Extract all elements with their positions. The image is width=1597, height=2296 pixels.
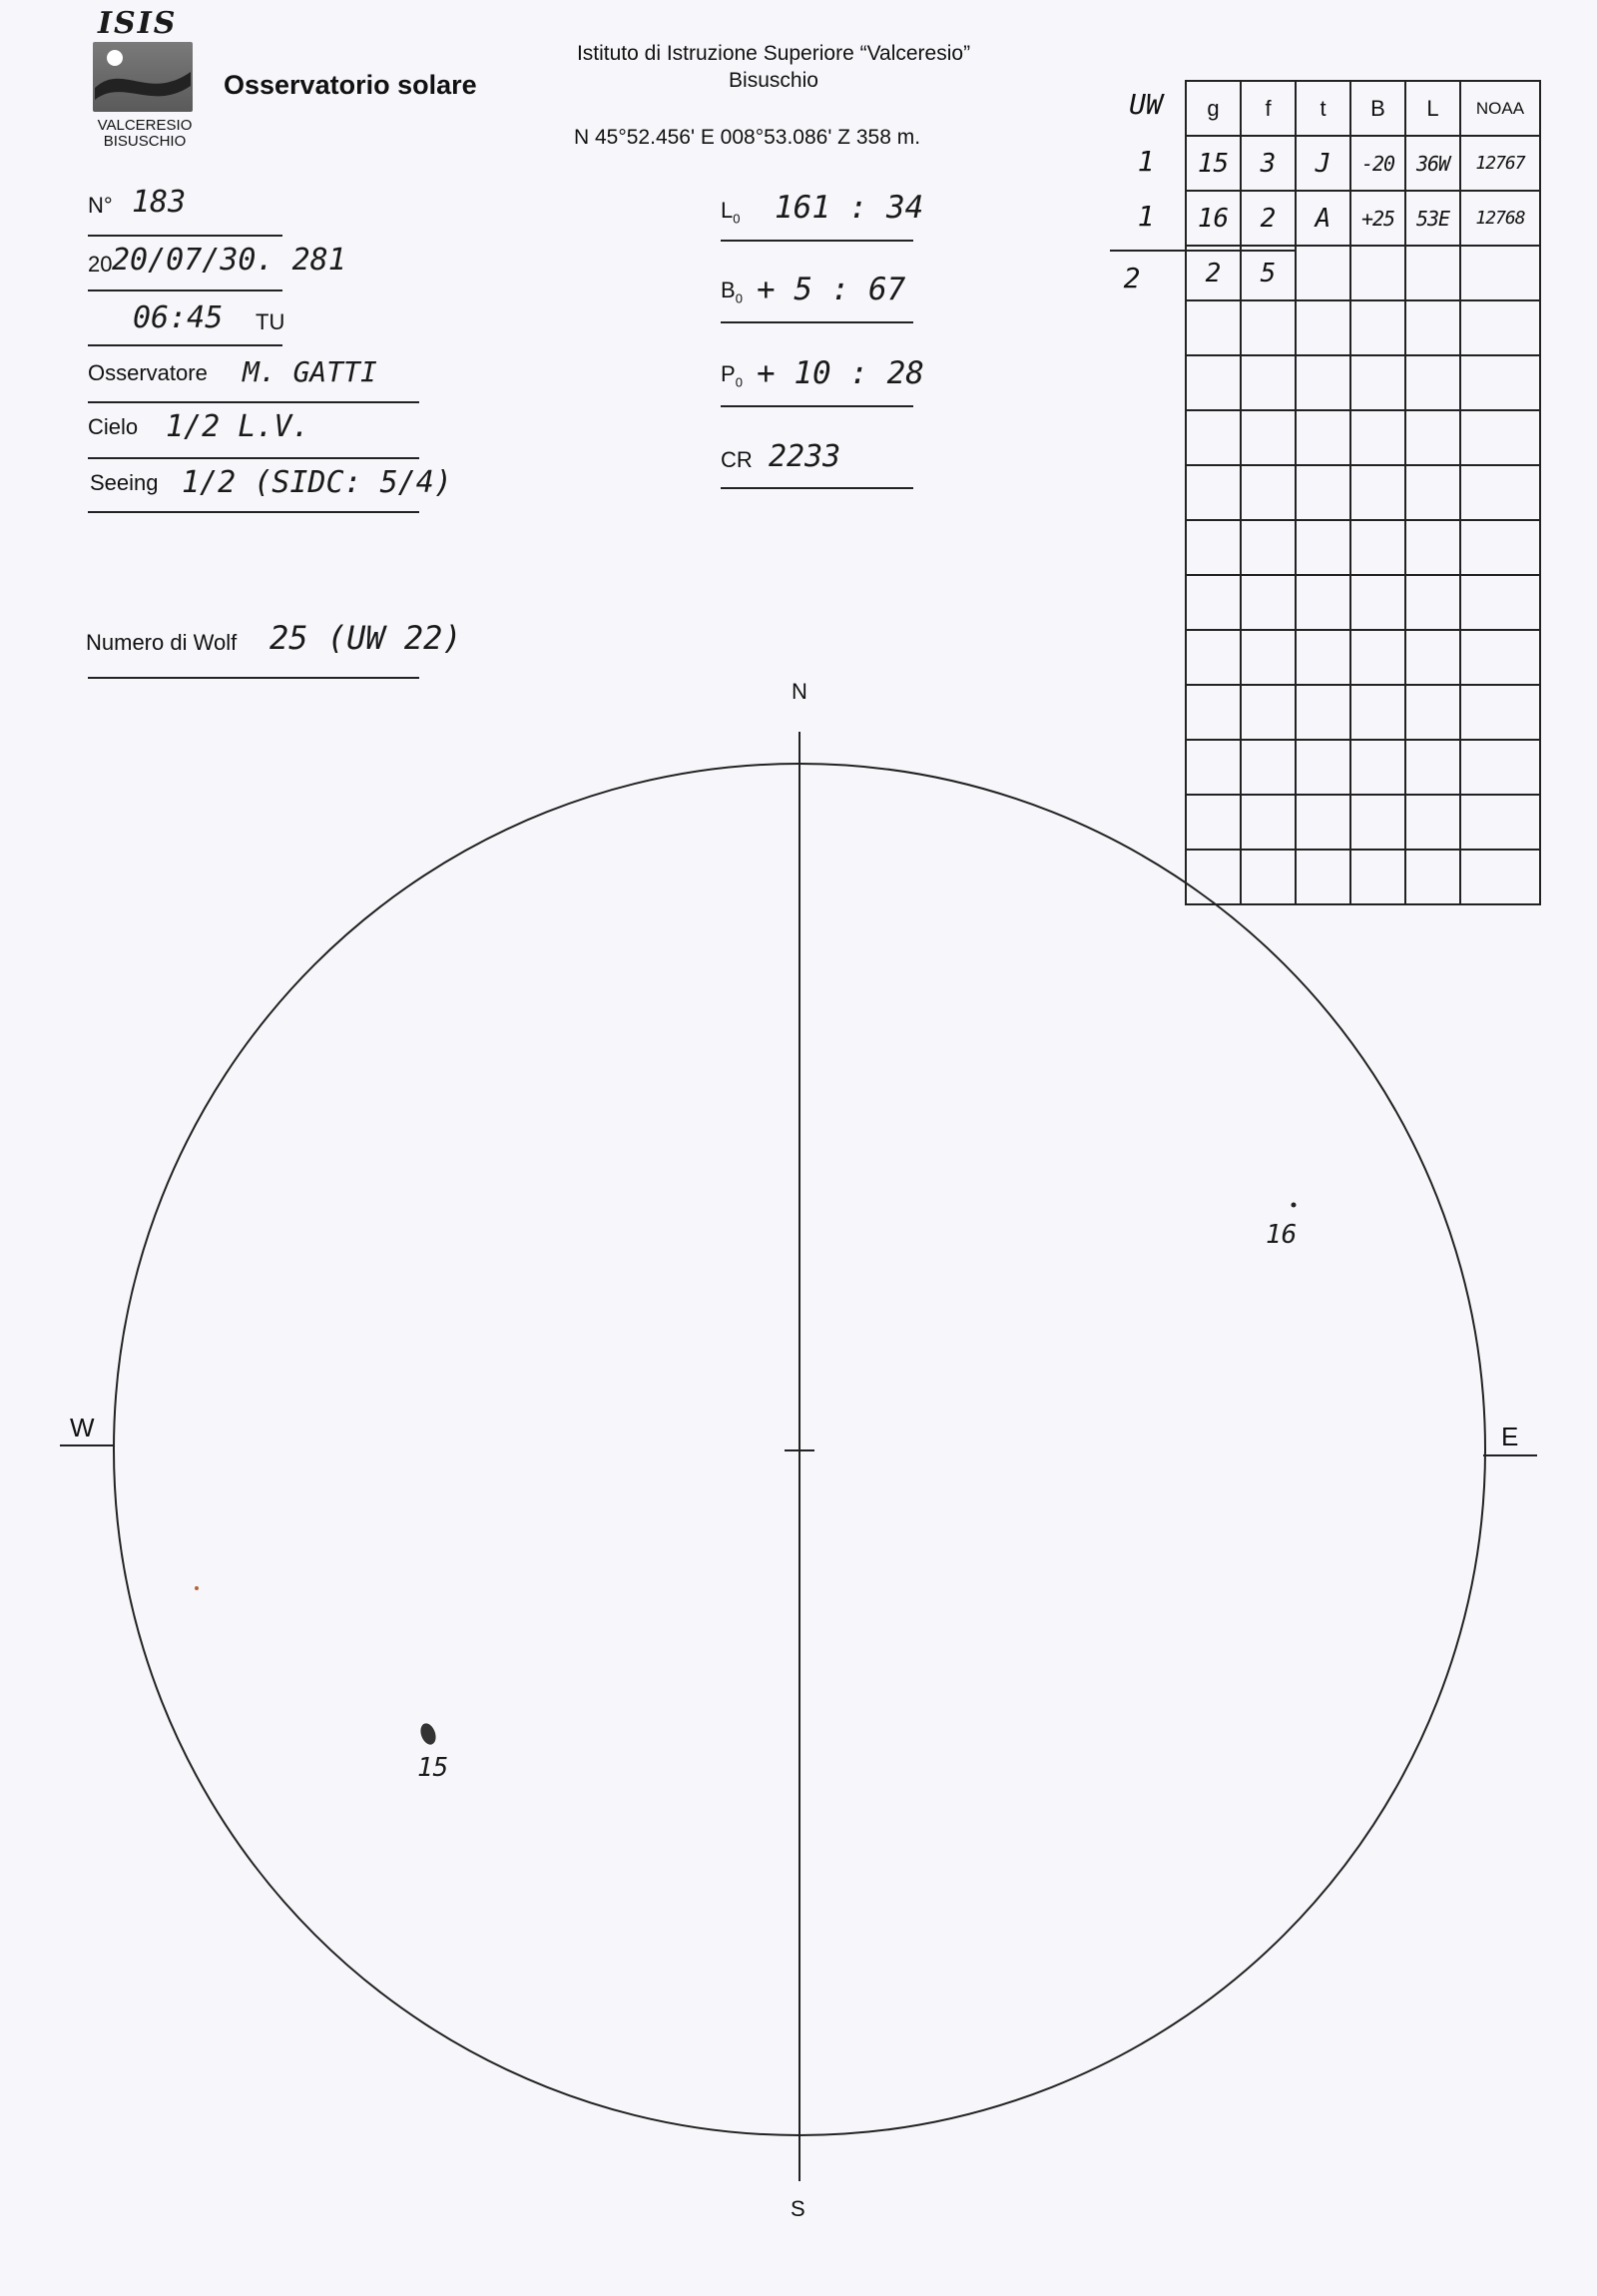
table-header-cell: L <box>1405 81 1460 136</box>
number-value: 183 <box>132 185 187 220</box>
sky-value: 1/2 L.V. <box>166 409 310 444</box>
table-cell: -20 <box>1350 136 1405 191</box>
table-cell: J <box>1296 136 1350 191</box>
wolf-value: 25 (UW 22) <box>269 619 462 657</box>
west-label: W <box>70 1413 95 1442</box>
uw-header: UW <box>1129 88 1163 121</box>
table-cell: 16 <box>1186 191 1241 246</box>
table-cell: 2 <box>1186 246 1241 300</box>
table-cell: 53E <box>1405 191 1460 246</box>
table-header-cell: t <box>1296 81 1350 136</box>
north-label: N <box>792 679 807 704</box>
school-header: Istituto di Istruzione Superiore “Valceresio” Bisuschio <box>576 42 971 92</box>
time-unit: TU <box>256 309 285 334</box>
cr-value: 2233 <box>769 439 841 474</box>
date-prefix: 20 <box>88 252 113 277</box>
east-label: E <box>1501 1422 1519 1451</box>
p0-label: $P_0$ <box>721 361 743 390</box>
table-cell: 36W <box>1405 136 1460 191</box>
south-label: S <box>791 2196 805 2221</box>
seeing-value: 1/2 (SIDC: 5/4) <box>182 465 452 500</box>
l0-value: 161 : 34 <box>775 190 924 226</box>
logo-subtitle: VALCERESIO BISUSCHIO <box>97 117 193 150</box>
observer-label: Osservatore <box>88 360 208 385</box>
table-header-cell: f <box>1241 81 1296 136</box>
table-cell: +25 <box>1350 191 1405 246</box>
table-cell: 12768 <box>1460 191 1540 246</box>
observer-value: M. GATTI <box>243 355 377 388</box>
number-label: N° <box>88 193 113 218</box>
seeing-label: Seeing <box>90 470 159 495</box>
sky-label: Cielo <box>88 414 139 439</box>
table-cell: 2 <box>1241 191 1296 246</box>
uw-value-2: 1 <box>1137 200 1155 233</box>
b0-value: + 5 : 67 <box>757 272 906 307</box>
table-cell: 5 <box>1241 246 1296 300</box>
sunspot-15-mark <box>418 1721 439 1746</box>
table-cell: A <box>1296 191 1350 246</box>
cr-label: CR <box>721 447 753 472</box>
uw-value-3: 2 <box>1123 262 1141 294</box>
table-header-cell: g <box>1186 81 1241 136</box>
table-header-cell: B <box>1350 81 1405 136</box>
table-cell: 12767 <box>1460 136 1540 191</box>
observatory-title: Osservatorio solare <box>224 70 477 100</box>
coordinates: N 45°52.456' E 008°53.086' Z 358 m. <box>574 126 921 149</box>
blemish-mark <box>195 1586 199 1590</box>
uw-value-1: 1 <box>1137 145 1155 178</box>
logo-text: ISIS <box>98 6 178 41</box>
time-value: 06:45 <box>133 300 224 335</box>
p0-value: + 10 : 28 <box>757 355 924 391</box>
sunspot-16-mark <box>1292 1203 1297 1208</box>
table-cell: 3 <box>1241 136 1296 191</box>
sunspot-16-label: 16 <box>1266 1220 1298 1250</box>
l0-label: $L_0$ <box>721 198 741 227</box>
sunspot-15-label: 15 <box>417 1753 449 1783</box>
date-value: 20/07/30. 281 <box>112 243 346 278</box>
b0-label: $B_0$ <box>721 278 743 306</box>
table-cell: 15 <box>1186 136 1241 191</box>
table-header-cell: NOAA <box>1460 81 1540 136</box>
wolf-label: Numero di Wolf <box>86 630 238 655</box>
